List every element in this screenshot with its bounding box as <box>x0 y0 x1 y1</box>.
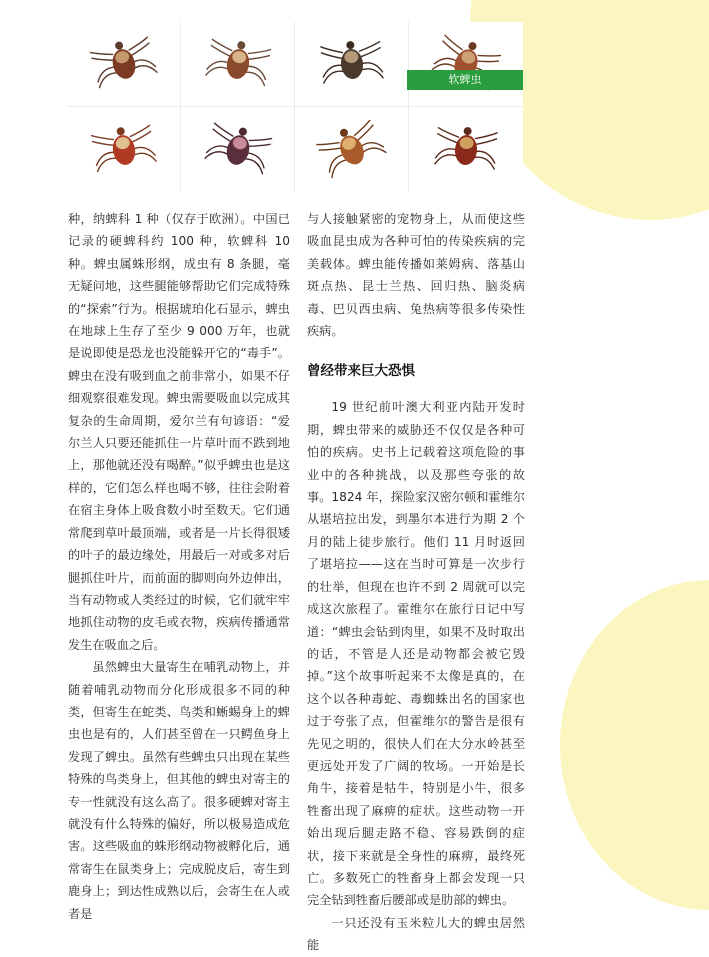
tick-image-8 <box>409 107 523 192</box>
tick-illustration <box>430 120 502 180</box>
right-text-column <box>307 208 525 957</box>
tick-illustration <box>88 34 160 94</box>
tick-image-4 <box>409 22 523 107</box>
tick-photo-grid <box>67 22 523 192</box>
body-paragraph: 虽然蜱虫大量寄生在哺乳动物上，并随着哺乳动物而分化形成很多不同的种类，但寄生在蛇类、鸟类和蜥蜴身上的蜱虫也是有的，人们甚至曾在一只鳄鱼身上发现了蜱虫。虽然有些蜱虫只出现在某些特殊的鸟类身上，但其他的蜱虫对寄主的专一性就没有这么高了。很多硬蜱对寄主就没有什么特殊的偏好，所以极易造成危害。这些吸血的蛛形纲动物被孵化后，通常寄生在鼠类身上；完成脱皮后，寄生到鹿身上；到达性成熟以后，会寄生在人或者是 <box>68 660 290 921</box>
tick-image-1 <box>67 22 181 107</box>
body-paragraph: 19 世纪前叶澳大利亚内陆开发时期，蜱虫带来的威胁还不仅仅是各种可怕的疾病。史书上记载着这项危险的事业中的各种挑战，以及那些夸张的故事。1824 年，探险家汉密尔顿和霍维尔从堪培拉出发，到墨尔本进行为期 2 个月的陆上徒步旅行。他们 11 月时返回了堪培拉——这在当时可算是一次步行的壮举，但现在也许不到 2 周就可以完成这次旅程了。霍维尔在旅行日记中写道：“蜱虫会钻到肉里，如果不及时取出的话，不管是人还是动物都会被它毁掉。”这个故事听起来不太像是真的，在这个以各种毒蛇、毒蜘蛛出名的国家也过于夸张了点，但霍维尔的警告是很有先见之明的，很快人们在大分水岭甚至更远处开发了广阔的牧场。一开始是长角牛，接着是牯牛，特别是小牛，很多牲畜出现了麻痹的症状。这些动物一开始出现后腿走路不稳、容易跌倒的症状，接下来就是全身性的麻痹，最终死亡。多数死亡的牲畜身上都会发现一只完全钻到牲畜后腰部或是肋部的蜱虫。 <box>307 400 525 908</box>
tick-image-6 <box>181 107 295 192</box>
decorative-circle-bottom <box>560 580 709 910</box>
body-paragraph: 种，纳蜱科 1 种（仅存于欧洲）。中国已记录的硬蜱科约 100 种，软蜱科 10 种。蜱虫属蛛形纲，成虫有 8 条腿，毫无疑问地，这些腿能够帮助它们完成特殊的“探索”行为。根据琥珀化石显示，蜱虫在地球上生存了至少 9 000 万年，也就是说即使是恐龙也没能躲开它的“毒手”。蜱虫在没有吸到血之前非常小，如果不仔细观察很难发现。蜱虫需要吸血以完成其复杂的生命周期，爱尔兰有句谚语：“爱尔兰人只要还能抓住一片草叶而不跌到地上，那他就还没有喝醉。”似乎蜱虫也是这样的，它们怎么样也喝不够，往往会附着在宿主身体上吸食数小时至数天。它们通常爬到草叶最顶端，或者是一片长得很矮的叶子的最边缘处，用最后一对或多对后腿抓住叶片，而前面的脚则向外边伸出，当有动物或人类经过的时候，它们就牢牢地抓住动物的皮毛或衣物，疾病传播通常发生在吸血之后。 <box>68 212 290 652</box>
tick-illustration <box>316 120 388 180</box>
tick-illustration <box>316 34 388 94</box>
body-paragraph: 与人接触紧密的宠物身上，从而使这些吸血昆虫成为各种可怕的传染疾病的完美载体。蜱虫能传播如莱姆病、落基山斑点热、昆士兰热、回归热、脑炎病毒、巴贝西虫病、兔热病等很多传染性疾病。 <box>307 212 525 339</box>
tick-image-2 <box>181 22 295 107</box>
tick-image-3 <box>295 22 409 107</box>
tick-illustration <box>88 120 160 180</box>
tick-image-7 <box>295 107 409 192</box>
left-text-column <box>68 208 290 925</box>
tick-illustration <box>202 34 274 94</box>
section-heading: 曾经带来巨大恐惧 <box>307 363 415 380</box>
soft-tick-label: 软蜱虫 <box>407 70 523 90</box>
tick-illustration <box>202 120 274 180</box>
tick-image-5 <box>67 107 181 192</box>
body-paragraph: 一只还没有玉米粒儿大的蜱虫居然能 <box>307 915 525 953</box>
